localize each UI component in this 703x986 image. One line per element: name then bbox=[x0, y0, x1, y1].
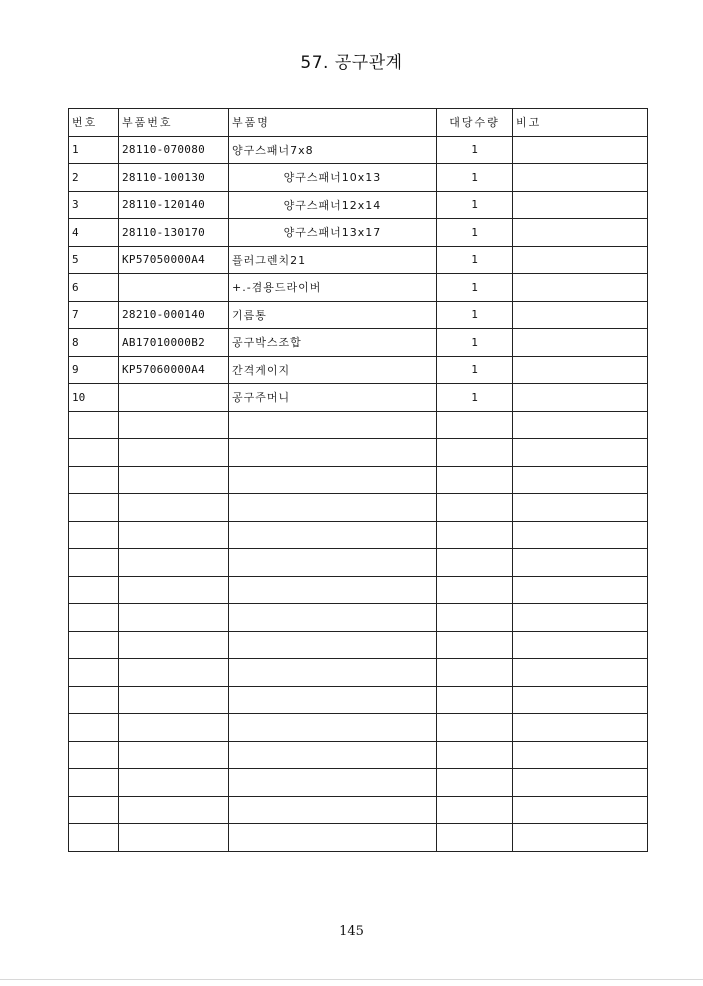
table-row bbox=[69, 191, 648, 219]
blank-cell bbox=[229, 631, 437, 659]
quantity-cell: 1 bbox=[437, 219, 513, 247]
blank-cell bbox=[437, 549, 513, 577]
blank-cell bbox=[69, 604, 119, 632]
blank-table-row bbox=[69, 824, 648, 852]
remarks-cell bbox=[513, 384, 648, 412]
blank-cell bbox=[69, 549, 119, 577]
part-name-cell: 공구주머니 bbox=[229, 384, 437, 412]
remarks-cell bbox=[513, 274, 648, 302]
header-quantity: 대당수량 bbox=[437, 109, 513, 137]
quantity-cell: 1 bbox=[437, 164, 513, 192]
header-remarks: 비고 bbox=[513, 109, 648, 137]
blank-cell bbox=[119, 714, 229, 742]
blank-cell bbox=[513, 439, 648, 467]
table-row bbox=[69, 356, 648, 384]
blank-cell bbox=[437, 439, 513, 467]
blank-cell bbox=[119, 439, 229, 467]
table-row bbox=[69, 164, 648, 192]
blank-cell bbox=[119, 631, 229, 659]
quantity-cell: 1 bbox=[437, 274, 513, 302]
blank-cell bbox=[437, 576, 513, 604]
part-name-cell: 양구스패너13x17 bbox=[229, 219, 437, 247]
table-row bbox=[69, 136, 648, 164]
blank-cell bbox=[437, 521, 513, 549]
row-number-cell: 7 bbox=[69, 301, 119, 329]
remarks-cell bbox=[513, 329, 648, 357]
table-row bbox=[69, 246, 648, 274]
blank-cell bbox=[437, 659, 513, 687]
blank-table-row bbox=[69, 521, 648, 549]
blank-cell bbox=[513, 631, 648, 659]
blank-cell bbox=[437, 769, 513, 797]
remarks-cell bbox=[513, 301, 648, 329]
blank-table-row bbox=[69, 604, 648, 632]
part-number-cell: 28110-070080 bbox=[119, 136, 229, 164]
remarks-cell bbox=[513, 246, 648, 274]
blank-cell bbox=[119, 741, 229, 769]
blank-cell bbox=[513, 604, 648, 632]
page-title: 57. 공구관계 bbox=[300, 53, 403, 73]
remarks-cell bbox=[513, 219, 648, 247]
blank-cell bbox=[437, 631, 513, 659]
blank-cell bbox=[69, 631, 119, 659]
blank-cell bbox=[229, 604, 437, 632]
part-name-cell: 간격게이지 bbox=[229, 356, 437, 384]
part-name-cell: 양구스패너7x8 bbox=[229, 136, 437, 164]
row-number-cell: 2 bbox=[69, 164, 119, 192]
blank-table-row bbox=[69, 741, 648, 769]
blank-table-row bbox=[69, 769, 648, 797]
blank-cell bbox=[513, 466, 648, 494]
blank-cell bbox=[119, 494, 229, 522]
row-number-cell: 9 bbox=[69, 356, 119, 384]
blank-table-row bbox=[69, 411, 648, 439]
blank-cell bbox=[69, 494, 119, 522]
blank-cell bbox=[229, 796, 437, 824]
blank-cell bbox=[437, 714, 513, 742]
blank-cell bbox=[513, 714, 648, 742]
blank-cell bbox=[229, 741, 437, 769]
blank-cell bbox=[513, 494, 648, 522]
blank-cell bbox=[229, 494, 437, 522]
row-number-cell: 10 bbox=[69, 384, 119, 412]
part-number-cell: KP57050000A4 bbox=[119, 246, 229, 274]
row-number-cell: 3 bbox=[69, 191, 119, 219]
blank-cell bbox=[119, 604, 229, 632]
part-number-cell: 28210-000140 bbox=[119, 301, 229, 329]
blank-cell bbox=[437, 411, 513, 439]
blank-cell bbox=[229, 769, 437, 797]
blank-cell bbox=[229, 466, 437, 494]
part-number-cell: 28110-130170 bbox=[119, 219, 229, 247]
blank-cell bbox=[229, 824, 437, 852]
part-number-cell: AB17010000B2 bbox=[119, 329, 229, 357]
part-name-cell: +.-겸용드라이버 bbox=[229, 274, 437, 302]
blank-cell bbox=[437, 824, 513, 852]
row-number-cell: 6 bbox=[69, 274, 119, 302]
blank-cell bbox=[69, 576, 119, 604]
blank-table-row bbox=[69, 494, 648, 522]
blank-cell bbox=[69, 741, 119, 769]
blank-cell bbox=[513, 796, 648, 824]
row-number-cell: 8 bbox=[69, 329, 119, 357]
parts-table bbox=[68, 108, 648, 852]
page-number: 145 bbox=[339, 924, 364, 939]
blank-table-row bbox=[69, 466, 648, 494]
blank-cell bbox=[437, 604, 513, 632]
header-number: 번호 bbox=[69, 109, 119, 137]
blank-cell bbox=[229, 549, 437, 577]
quantity-cell: 1 bbox=[437, 246, 513, 274]
row-number-cell: 1 bbox=[69, 136, 119, 164]
table-body bbox=[69, 136, 648, 851]
blank-cell bbox=[229, 686, 437, 714]
blank-cell bbox=[513, 686, 648, 714]
blank-cell bbox=[119, 659, 229, 687]
part-number-cell: 28110-120140 bbox=[119, 191, 229, 219]
remarks-cell bbox=[513, 136, 648, 164]
blank-cell bbox=[437, 466, 513, 494]
part-name-cell: 공구박스조합 bbox=[229, 329, 437, 357]
blank-cell bbox=[69, 411, 119, 439]
header-part-number: 부품번호 bbox=[119, 109, 229, 137]
table-row bbox=[69, 219, 648, 247]
part-number-cell bbox=[119, 274, 229, 302]
quantity-cell: 1 bbox=[437, 356, 513, 384]
blank-cell bbox=[119, 576, 229, 604]
blank-cell bbox=[437, 686, 513, 714]
blank-cell bbox=[69, 714, 119, 742]
part-name-cell: 양구스패너10x13 bbox=[229, 164, 437, 192]
blank-table-row bbox=[69, 659, 648, 687]
part-name-cell: 양구스패너12x14 bbox=[229, 191, 437, 219]
blank-table-row bbox=[69, 796, 648, 824]
blank-cell bbox=[119, 411, 229, 439]
quantity-cell: 1 bbox=[437, 384, 513, 412]
part-number-cell bbox=[119, 384, 229, 412]
blank-cell bbox=[69, 769, 119, 797]
blank-cell bbox=[229, 576, 437, 604]
blank-cell bbox=[513, 741, 648, 769]
blank-cell bbox=[69, 439, 119, 467]
blank-cell bbox=[437, 494, 513, 522]
row-number-cell: 5 bbox=[69, 246, 119, 274]
table-row bbox=[69, 301, 648, 329]
blank-cell bbox=[69, 796, 119, 824]
quantity-cell: 1 bbox=[437, 329, 513, 357]
blank-table-row bbox=[69, 549, 648, 577]
blank-cell bbox=[513, 769, 648, 797]
blank-cell bbox=[513, 576, 648, 604]
blank-table-row bbox=[69, 686, 648, 714]
part-name-cell: 플러그렌치21 bbox=[229, 246, 437, 274]
remarks-cell bbox=[513, 164, 648, 192]
blank-cell bbox=[119, 549, 229, 577]
blank-cell bbox=[437, 796, 513, 824]
part-name-cell: 기름통 bbox=[229, 301, 437, 329]
blank-cell bbox=[69, 521, 119, 549]
blank-cell bbox=[229, 659, 437, 687]
bottom-rule bbox=[0, 979, 703, 980]
blank-cell bbox=[69, 824, 119, 852]
blank-table-row bbox=[69, 576, 648, 604]
blank-cell bbox=[69, 659, 119, 687]
quantity-cell: 1 bbox=[437, 301, 513, 329]
blank-cell bbox=[69, 466, 119, 494]
blank-cell bbox=[513, 549, 648, 577]
blank-cell bbox=[513, 659, 648, 687]
header-row bbox=[69, 109, 648, 137]
remarks-cell bbox=[513, 191, 648, 219]
row-number-cell: 4 bbox=[69, 219, 119, 247]
blank-cell bbox=[69, 686, 119, 714]
part-number-cell: KP57060000A4 bbox=[119, 356, 229, 384]
table-row bbox=[69, 329, 648, 357]
blank-table-row bbox=[69, 714, 648, 742]
blank-table-row bbox=[69, 439, 648, 467]
blank-cell bbox=[229, 521, 437, 549]
blank-cell bbox=[119, 466, 229, 494]
blank-cell bbox=[119, 686, 229, 714]
blank-cell bbox=[229, 714, 437, 742]
blank-cell bbox=[229, 411, 437, 439]
blank-table-row bbox=[69, 631, 648, 659]
blank-cell bbox=[119, 824, 229, 852]
blank-cell bbox=[513, 411, 648, 439]
part-number-cell: 28110-100130 bbox=[119, 164, 229, 192]
blank-cell bbox=[513, 824, 648, 852]
header-part-name: 부품명 bbox=[229, 109, 437, 137]
blank-cell bbox=[437, 741, 513, 769]
table-row bbox=[69, 274, 648, 302]
table-row bbox=[69, 384, 648, 412]
blank-cell bbox=[119, 769, 229, 797]
blank-cell bbox=[229, 439, 437, 467]
quantity-cell: 1 bbox=[437, 136, 513, 164]
blank-cell bbox=[513, 521, 648, 549]
remarks-cell bbox=[513, 356, 648, 384]
quantity-cell: 1 bbox=[437, 191, 513, 219]
blank-cell bbox=[119, 796, 229, 824]
blank-cell bbox=[119, 521, 229, 549]
